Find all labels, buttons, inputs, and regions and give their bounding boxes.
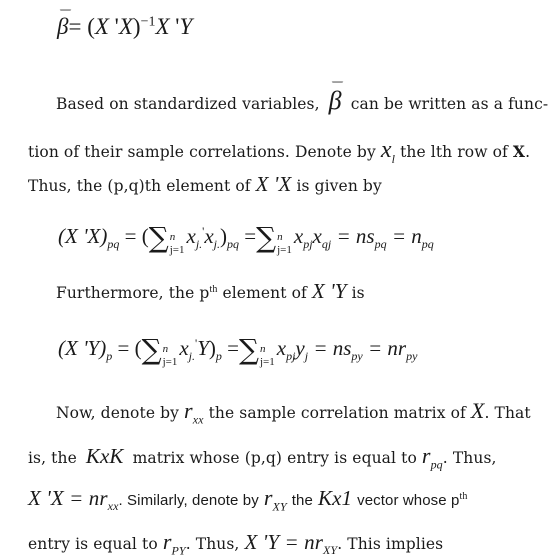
xtx-nrxx bbox=[28, 486, 119, 514]
sum-limits-3 bbox=[163, 343, 178, 369]
eq2-term1: x bbox=[186, 224, 196, 248]
beta-hat-symbol: β bbox=[57, 14, 69, 39]
p4-text-c: is bbox=[351, 284, 365, 302]
p7-text-a: . Similarly, denote by bbox=[118, 492, 259, 509]
sum2-top: n bbox=[277, 231, 283, 243]
kx1-inline: Kx1 bbox=[317, 486, 353, 510]
sum1-top: n bbox=[169, 231, 176, 243]
p1-text-a: Based on standardized variables, bbox=[56, 95, 320, 113]
paragraph-line-5 bbox=[56, 398, 531, 427]
sum3-bot: j=1 bbox=[162, 356, 178, 368]
sum-limits-2 bbox=[277, 231, 292, 257]
kxk-inline: KxK bbox=[85, 444, 124, 468]
p2-text-b: the lth row of bbox=[400, 143, 508, 161]
p6-text-b: matrix whose (p,q) entry is equal to bbox=[132, 449, 417, 467]
sum4-top: n bbox=[259, 343, 266, 355]
p5-text-a: Now, denote by bbox=[56, 404, 179, 422]
eq2-eq1: = ( bbox=[124, 224, 149, 248]
r-symbol: r bbox=[184, 398, 193, 423]
eq3-eq3: = ns bbox=[313, 336, 352, 360]
p7-m1-sub: xx bbox=[107, 499, 119, 514]
x-subscript: l bbox=[391, 151, 396, 166]
p7-m1: X 'X = nr bbox=[28, 486, 108, 510]
paragraph-line-1 bbox=[56, 86, 548, 116]
r-xx-symbol bbox=[184, 398, 204, 427]
p8-m-sub: XY bbox=[322, 543, 338, 558]
p7-text-c: vector whose p bbox=[357, 492, 460, 509]
equation-xty-p bbox=[58, 333, 418, 369]
xty-nrxy bbox=[244, 530, 338, 558]
eq3-lhs: (X 'Y) bbox=[58, 336, 107, 360]
eq1-exponent: −1 bbox=[140, 14, 156, 30]
p1-text-b: can be written as a func- bbox=[350, 95, 548, 113]
eq3-term1b: Y bbox=[197, 336, 209, 360]
eq2-term1b-sub: j. bbox=[213, 237, 221, 252]
r-sub: xx bbox=[192, 412, 204, 427]
eq2-lhs-sub: pq bbox=[107, 237, 120, 252]
r8-symbol: r bbox=[162, 529, 172, 554]
eq1-equals-open: = ( bbox=[68, 14, 95, 39]
paragraph-line-4 bbox=[56, 279, 365, 304]
p8-text-c: . This implies bbox=[337, 535, 444, 553]
eq3-term2-sub: pj bbox=[286, 349, 296, 364]
eq2-close1: ) bbox=[220, 224, 228, 248]
eq2-eq4-sub: pq bbox=[421, 237, 434, 252]
eq1-x2: X bbox=[118, 14, 133, 39]
eq3-eq4: = nr bbox=[368, 336, 407, 360]
eq3-eq3-sub: py bbox=[351, 349, 363, 364]
p6-text-c: . Thus, bbox=[442, 449, 497, 467]
r7-symbol: r bbox=[263, 485, 273, 510]
r6-sub: pq bbox=[430, 457, 443, 472]
eq3-lhs-sub: p bbox=[106, 349, 113, 364]
eq1-prime2: ' bbox=[169, 14, 180, 39]
sum-symbol-1: ∑ bbox=[148, 221, 169, 254]
eq2-term2b: x bbox=[312, 224, 322, 248]
eq3-eq2: = bbox=[227, 336, 239, 360]
eq2-eq4: = n bbox=[391, 224, 422, 248]
p2-text-a: tion of their sample correlations. Denote by bbox=[28, 143, 376, 161]
paragraph-line-8 bbox=[28, 529, 443, 558]
r-pq-symbol bbox=[421, 443, 443, 472]
eq2-term1-prime: ' bbox=[202, 224, 205, 238]
xtx-inline: X 'X bbox=[255, 172, 292, 196]
sum2-bot: j=1 bbox=[277, 244, 292, 256]
r-py-symbol bbox=[162, 529, 186, 558]
sum1-bot: j=1 bbox=[169, 244, 185, 256]
sum4-bot: j=1 bbox=[259, 356, 275, 368]
eq1-y: Y bbox=[179, 14, 193, 39]
eq2-term2-sub: pj bbox=[303, 237, 313, 252]
equation-xtx-pq bbox=[58, 221, 434, 257]
p7-sup: th bbox=[459, 490, 468, 502]
p5-text-b: the sample correlation matrix of bbox=[208, 404, 466, 422]
r8-sub: PY bbox=[171, 543, 186, 558]
eq1-close: ) bbox=[132, 14, 141, 39]
sum-symbol-4: ∑ bbox=[238, 333, 259, 366]
p4-text-b: element of bbox=[222, 284, 307, 302]
sum-limits-4 bbox=[260, 343, 275, 369]
x-symbol: x bbox=[380, 137, 392, 163]
beta-hat-inline: β bbox=[328, 86, 342, 115]
eq3-term2: x bbox=[276, 336, 287, 360]
eq2-term1-sub: j. bbox=[195, 237, 203, 252]
r-xy-symbol bbox=[263, 485, 287, 514]
eq1-prime1: ' bbox=[108, 14, 119, 39]
x-matrix-inline: X bbox=[470, 398, 485, 423]
eq3-close1-sub: p bbox=[215, 349, 222, 364]
eq3-close1: ) bbox=[208, 336, 216, 360]
eq3-term1: x bbox=[179, 336, 189, 360]
x-l-symbol bbox=[380, 137, 396, 166]
eq3-term2b: y bbox=[295, 336, 305, 360]
paragraph-line-2 bbox=[28, 137, 530, 167]
eq2-eq2: = bbox=[244, 224, 257, 248]
paragraph-line-3 bbox=[28, 172, 382, 197]
sum-symbol-2: ∑ bbox=[256, 221, 277, 254]
p4-sup: th bbox=[209, 283, 218, 295]
xty-inline: X 'Y bbox=[311, 279, 347, 303]
eq3-eq4-sub: py bbox=[406, 349, 418, 364]
p5-text-c: . That bbox=[484, 404, 531, 422]
eq2-term2: x bbox=[293, 224, 304, 248]
equation-beta-hat bbox=[57, 14, 192, 40]
p8-text-b: . Thus, bbox=[185, 535, 240, 553]
sum-symbol-3: ∑ bbox=[141, 333, 162, 366]
r7-sub: XY bbox=[272, 499, 287, 514]
p8-m: X 'Y = nr bbox=[244, 530, 323, 554]
p8-text-a: entry is equal to bbox=[28, 535, 158, 553]
eq2-term2b-sub: qj bbox=[321, 237, 332, 252]
p3-text-b: is given by bbox=[296, 177, 382, 195]
paragraph-line-6 bbox=[28, 443, 497, 472]
paragraph-line-7 bbox=[28, 485, 467, 514]
p7-text-b: the bbox=[291, 492, 313, 509]
p3-text-a: Thus, the (p,q)th element of bbox=[28, 177, 251, 195]
eq1-x1: X bbox=[94, 14, 109, 39]
eq2-term1b: x bbox=[204, 224, 214, 248]
eq2-lhs: (X 'X) bbox=[58, 224, 108, 248]
p4-text-a: Furthermore, the p bbox=[56, 284, 210, 302]
bold-x: X bbox=[512, 142, 526, 161]
sum3-top: n bbox=[162, 343, 169, 355]
eq3-eq1: = ( bbox=[117, 336, 142, 360]
eq2-eq3-sub: pq bbox=[374, 237, 387, 252]
eq3-term1-sub: j. bbox=[188, 349, 196, 364]
eq3-term1-prime: ' bbox=[195, 336, 198, 350]
eq2-eq3: = ns bbox=[336, 224, 375, 248]
eq2-close1-sub: pq bbox=[227, 237, 240, 252]
eq1-x3: X bbox=[155, 14, 170, 39]
r6-symbol: r bbox=[421, 443, 431, 468]
sum-limits-1 bbox=[170, 231, 185, 257]
p6-text-a: is, the bbox=[28, 449, 77, 467]
p2-text-c: . bbox=[525, 143, 531, 161]
eq3-term2b-sub: j bbox=[304, 349, 309, 364]
